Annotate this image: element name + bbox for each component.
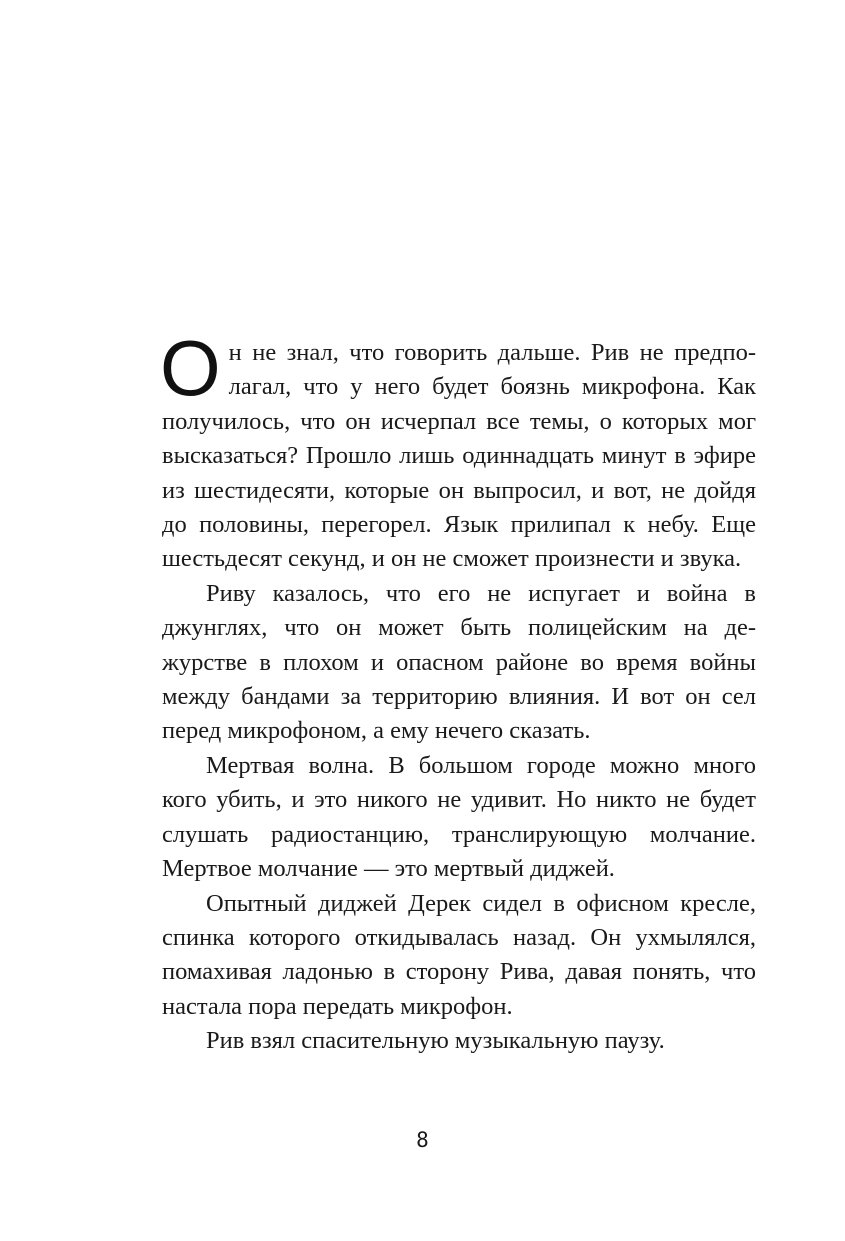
paragraph-3: Мертвая волна. В большом городе можно много кого убить, и это никого не удивит. Но никто не будет слушать радиостанцию, транслирующую молчание. Мертвое молчание — это мертвый диджей. — [162, 751, 756, 883]
body-text — [160, 324, 756, 1059]
paragraph-4: Опытный диджей Дерек сидел в офисном кресле, спинка которого откидывалась назад. Он ухмылялся, помахивая ладонью в сторону Рива, давая понять, что настала пора передать микрофон. — [162, 889, 756, 1020]
page-number: 8 — [416, 1128, 429, 1152]
paragraph-5: Рив взял спасительную музыкальную паузу. — [206, 1027, 665, 1055]
paragraph-1-text: н не знал, что говорить дальше. Рив не предполагал, что у него будет боязнь микрофона. Как получилось, что он исчерпал все темы, о которых мог высказаться? Прошло лишь одиннадцать минут в эфире из шестидесяти, которые он выпросил, и вот, не дойдя до половины, перегорел. Язык прилипал к небу. Еще шестьдесят секунд, и он не сможет произнести и звука. — [162, 339, 756, 573]
paragraph-1 — [160, 324, 756, 577]
paragraph-2: Риву казалось, что его не испугает и война в джунглях, что он может быть полицейским на дежурстве в плохом и опасном районе во время войны между бандами за территорию влияния. И вот он сел перед микрофоном, а ему нечего сказать. — [162, 579, 756, 745]
drop-cap: О — [160, 324, 221, 412]
